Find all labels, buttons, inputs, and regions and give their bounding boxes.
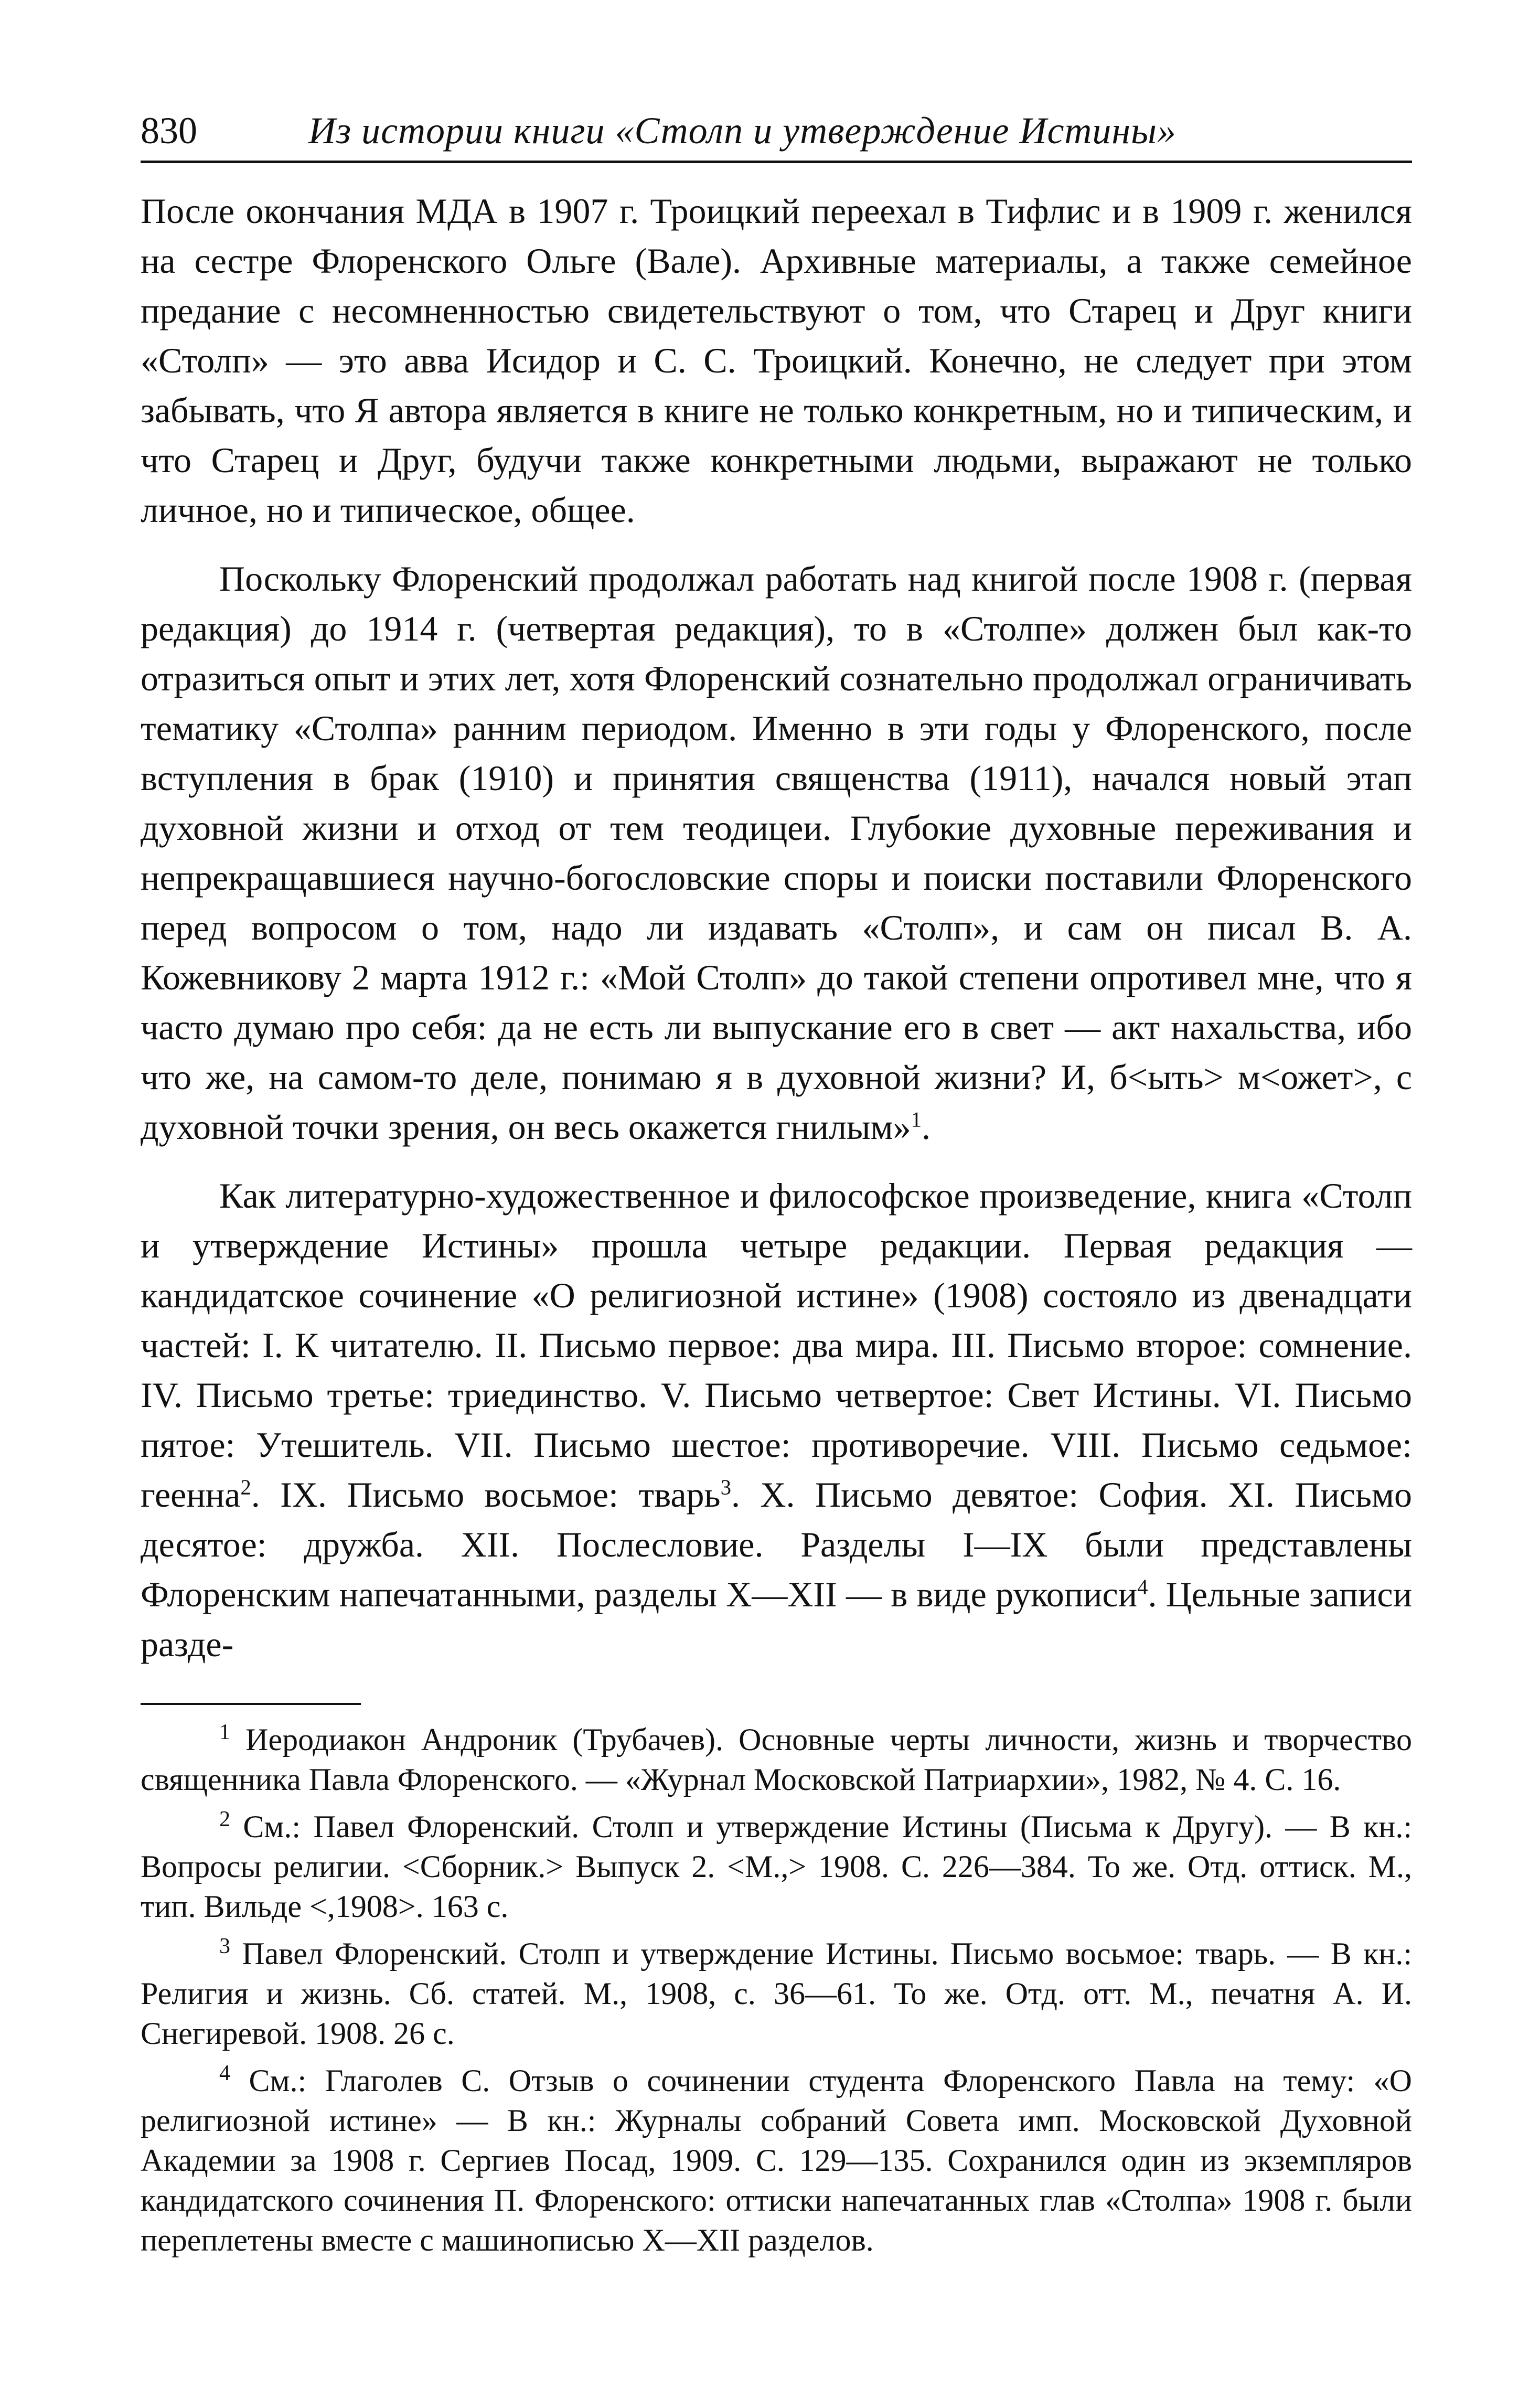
footnotes — [141, 1720, 1412, 2260]
paragraph-3-text-d: . Цельные записи разде- — [141, 1574, 1413, 1664]
paragraph-1 — [141, 186, 1412, 535]
footnote-4 — [141, 2061, 1412, 2260]
footnote-4-text: См.: Глаголев С. Отзыв о сочинении студента Флоренского Павла на тему: «О религиозной истине» — В кн.: Журналы собраний Совета имп. Московской Духовной Академии за 1908 г. Сергиев Посад, 1909. С. 129—135. Сохранился один из экземпляров кандидатского сочинения П. Флоренского: оттиски напечатанных глав «Столпа» 1908 г. были переплетены вместе с машинописью X—XII разделов. — [141, 2063, 1412, 2257]
footnote-mark-4: 4 — [219, 2061, 230, 2085]
footnote-1 — [141, 1720, 1412, 1799]
footnote-3 — [141, 1934, 1412, 2053]
footnote-ref-1[interactable]: 1 — [911, 1107, 922, 1132]
paragraph-3-text-c: . X. Письмо девятое: София. XI. Письмо десятое: дружба. XII. Послесловие. Разделы I—IX были представлены Флоренским напечатанными, разделы X—XII — в виде рукописи — [141, 1475, 1412, 1614]
footnote-3-text: Павел Флоренский. Столп и утверждение Истины. Письмо восьмое: тварь. — В кн.: Религия и жизнь. Сб. статей. М., 1908, с. 36—61. То же. Отд. отт. М., печатня А. И. Снегиревой. 1908. 26 с. — [141, 1936, 1413, 2051]
footnote-mark-3: 3 — [219, 1934, 230, 1958]
footnote-mark-1: 1 — [219, 1720, 230, 1744]
paragraph-2-tail: . — [922, 1107, 931, 1147]
footnote-1-text: Иеродиакон Андроник (Трубачев). Основные черты личности, жизнь и творчество священника Павла Флоренского. — «Журнал Московской Патриархии», 1982, № 4. С. 16. — [141, 1722, 1413, 1797]
main-text — [141, 186, 1412, 1669]
page-number: 830 — [141, 110, 197, 152]
footnote-ref-3[interactable]: 3 — [720, 1475, 731, 1499]
footnote-ref-2[interactable]: 2 — [240, 1475, 251, 1499]
paragraph-2 — [141, 554, 1412, 1152]
paragraph-3-text-a: Как литературно-художественное и философское произведение, книга «Столп и утверждение Истины» прошла четыре редакции. Первая редакция — кандидатское сочинение «О религиозной истине» (1908) состояло из двенадцати частей: I. К читателю. II. Письмо первое: два мира. III. Письмо второе: сомнение. IV. Письмо третье: триединство. V. Письмо четвертое: Свет Истины. VI. Письмо пятое: Утешитель. VII. Письмо шестое: противоречие. VIII. Письмо седьмое: геенна — [141, 1176, 1412, 1515]
book-page — [141, 103, 1412, 2267]
paragraph-3-text-b: . IX. Письмо восьмое: тварь — [251, 1475, 721, 1515]
page-header — [141, 103, 1412, 163]
footnote-2-text: См.: Павел Флоренский. Столп и утверждение Истины (Письма к Другу). — В кн.: Вопросы религии. <Сборник.> Выпуск 2. <М.,> 1908. С. 226—384. То же. Отд. оттиск. М., тип. Вильде <,1908>. 163 с. — [141, 1809, 1412, 1924]
footnote-mark-2: 2 — [219, 1807, 230, 1831]
paragraph-2-text: Поскольку Флоренский продолжал работать над книгой после 1908 г. (первая редакция) до 1914 г. (четвертая редакция), то в «Столпе» должен был как-то отразиться опыт и этих лет, хотя Флоренский сознательно продолжал ограничивать тематику «Столпа» ранним периодом. Именно в эти годы у Флоренского, после вступления в брак (1910) и принятия священства (1911), начался новый этап духовной жизни и отход от тем теодицеи. Глубокие духовные переживания и непрекращавшиеся научно-богословские споры и поиски поставили Флоренского перед вопросом о том, надо ли издавать «Столп», и сам он писал В. А. Кожевникову 2 марта 1912 г.: «Мой Столп» до такой степени опротивел мне, что я часто думаю про себя: да не есть ли выпускание его в свет — акт нахальства, ибо что же, на самом-то деле, понимаю я в духовной жизни? И, б<ыть> м<ожет>, с духовной точки зрения, он весь окажется гнилым» — [141, 559, 1412, 1147]
paragraph-1-text: После окончания МДА в 1907 г. Троицкий переехал в Тифлис и в 1909 г. женился на сестре Флоренского Ольге (Вале). Архивные материалы, а также семейное предание с несомненностью свидетельствуют о том, что Старец и Друг книги «Столп» — это авва Исидор и С. С. Троицкий. Конечно, не следует при этом забывать, что Я автора является в книге не только конкретным, но и типическим, и что Старец и Друг, будучи также конкретными людьми, выражают не только личное, но и типическое, общее. — [141, 191, 1412, 530]
paragraph-3 — [141, 1171, 1412, 1669]
running-title: Из истории книги «Столп и утверждение Истины» — [308, 110, 1177, 152]
footnote-2 — [141, 1807, 1412, 1926]
footnote-divider — [141, 1703, 361, 1705]
footnote-ref-4[interactable]: 4 — [1137, 1575, 1148, 1599]
